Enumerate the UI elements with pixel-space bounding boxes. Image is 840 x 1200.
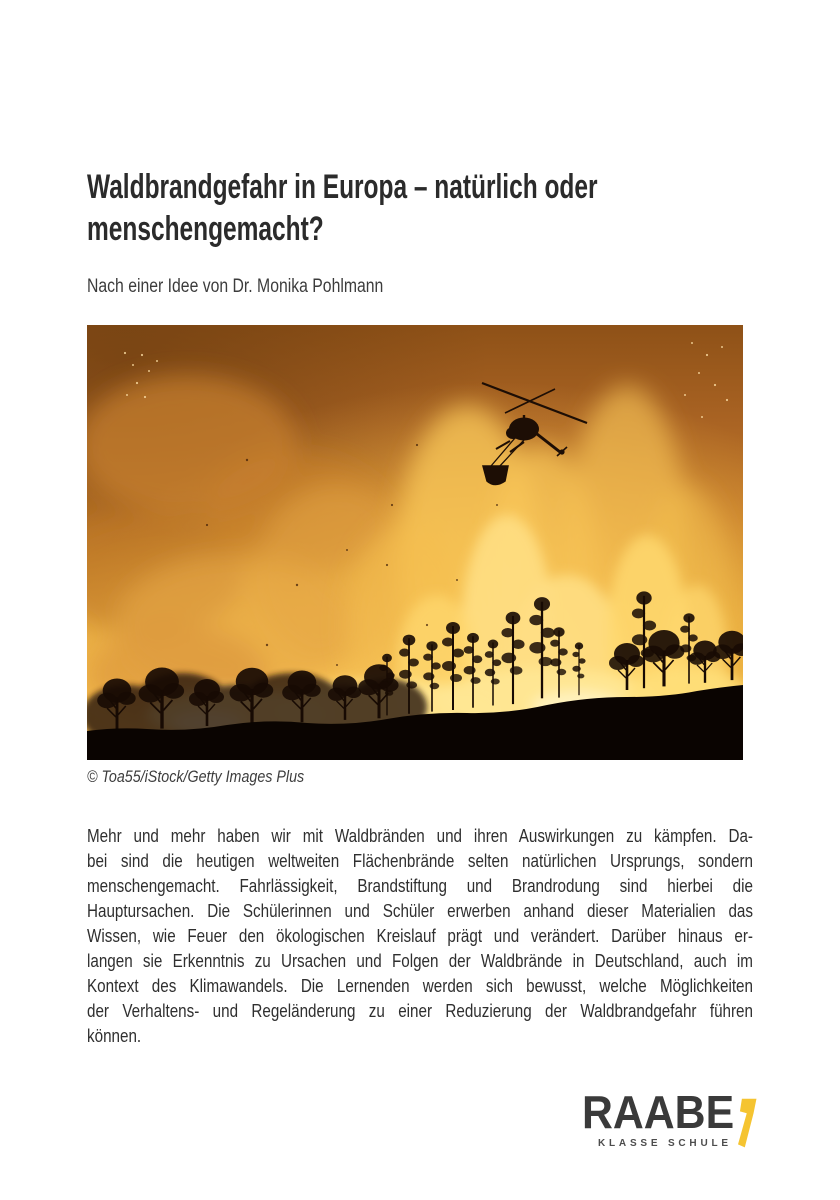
- wildfire-illustration: [87, 325, 743, 760]
- raabe-logo: [582, 1086, 757, 1159]
- page-title-line-2: menschengemacht?: [87, 210, 324, 248]
- paragraph-line: bei sind die heutigen weltweiten Flächenbrände selten natürlichen Ursprungs, sondern: [87, 850, 753, 871]
- wildfire-photo: [87, 325, 743, 760]
- raabe-logo-tagline: KLASSE SCHULE: [598, 1138, 732, 1149]
- paragraph-line: Hauptursachen. Die Schülerinnen und Schüler erwerben anhand dieser Materialien das: [87, 900, 753, 921]
- page-title-line-1: Waldbrandgefahr in Europa – natürlich oder: [87, 168, 598, 206]
- raabe-logo-comma-icon: [738, 1098, 757, 1150]
- raabe-logo-wordmark: RAABE: [582, 1086, 735, 1138]
- paragraph-line: Kontext des Klimawandels. Die Lernenden werden sich bewusst, welche Möglichkeiten: [87, 975, 753, 996]
- photo-credit: © Toa55/iStock/Getty Images Plus: [87, 767, 305, 786]
- paragraph-line: menschengemacht. Fahrlässigkeit, Brandstiftung und Brandrodung sind hierbei die: [87, 875, 753, 896]
- intro-paragraph: [87, 823, 753, 1048]
- paragraph-line: Mehr und mehr haben wir mit Waldbränden und ihren Auswirkungen zu kämpfen. Da-: [87, 825, 753, 846]
- byline: Nach einer Idee von Dr. Monika Pohlmann: [87, 276, 384, 297]
- page-title: [87, 166, 827, 250]
- paragraph-line: der Verhaltens- und Regeländerung zu einer Reduzierung der Waldbrandgefahr führen: [87, 1000, 753, 1021]
- paragraph-line: können.: [87, 1025, 142, 1046]
- paragraph-line: langen sie Erkenntnis zu Ursachen und Folgen der Waldbrände in Deutschland, auch im: [87, 950, 753, 971]
- paragraph-line: Wissen, wie Feuer den ökologischen Kreislauf prägt und verändert. Darüber hinaus er-: [87, 925, 753, 946]
